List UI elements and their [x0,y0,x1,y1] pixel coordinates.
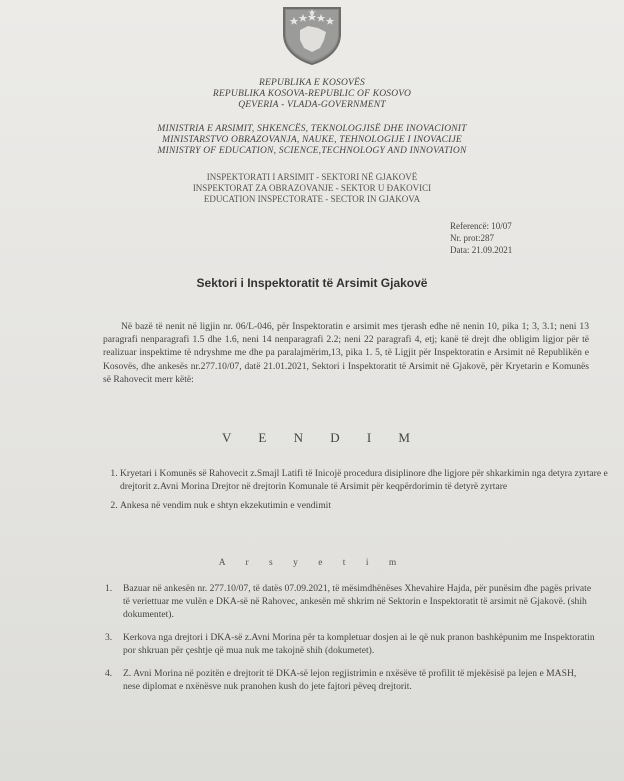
reasoning-item-text: Kerkova nga drejtori i DKA-së z.Avni Morina për ta kompletuar dosjen ai le që nuk pranon bashkëpunim me Inspektoratin por shkruan për çeshtje që mua nuk me takojnë shih (dokumetet). [123,632,595,656]
reasoning-item-text: Z. Avni Morina në pozitën e drejtorit të DKA-së lejon regjistrimin e nxësëve të profilit të mjekësisë pa lejen e MASH, nese diplomat e nxënësve nuk pranohen kush do jete fajtori pëveq drejtorit. [123,668,577,692]
decision-item: 1. Kryetari i Komunës së Rahovecit z.Smajl Latifi të Inicojë procedura disiplinore dhe ligjore për shkarkimin nga detyra zyrtare e drejtorit z.Avni Morina Drejtor në drejtorin Komunale të Arsimit për keqpërdorimin të detyrë zyrtare [120,467,618,493]
decision-item: 2. Ankesa në vendim nuk e shtyn ekzekutimin e vendimit [120,499,618,512]
reasoning-heading: A r s y e t i m [218,558,406,568]
reasoning-item [105,667,595,693]
reasoning-item-number: 1. [105,583,113,594]
reference-block [450,220,512,256]
reasoning-item [105,582,595,621]
reasoning-item-number: 4. [105,668,113,679]
kosovo-emblem-icon [280,4,344,66]
reasoning-list [105,582,595,693]
reasoning-item-number: 3. [105,632,113,643]
inspectorate-line: INSPEKTORAT ZA OBRAZOVANJE - SEKTOR U ĐAKOVICI [192,183,432,193]
document-date: Data: 21.09.2021 [450,245,513,255]
republic-line: REPUBLIKA KOSOVA-REPUBLIC OF KOSOVO [212,89,412,99]
ministry-line: MINISTRY OF EDUCATION, SCIENCE,TECHNOLOGY AND INNOVATION [157,146,467,156]
inspectorate-line: INSPEKTORATI I ARSIMIT - SEKTORI NË GJAKOVË [206,172,418,182]
ministry-header [0,124,624,157]
reasoning-item-text: Bazuar në ankesën nr. 277.10/07, të datës 07.09.2021, të mësimdhënëses Xhevahire Hajda, për punësim dhe pagës private të veriettuar me vulën e DKA-së në Rahovec, ankesën më shkrim në Sektorin e Inspektoratit të arsimit në Gjakovë. (shih dokumentet). [123,583,592,620]
protocol-number: Nr. prot:287 [450,233,494,243]
ministry-line: MINISTARSTVO OBRAZOVANJA, NAUKE, TEHNOLOGIJE I INOVACIJE [162,135,462,145]
inspectorate-header [0,172,624,205]
republic-line: REPUBLIKA E KOSOVËS [258,78,365,88]
inspectorate-line: EDUCATION INSPECTORATE - SECTOR IN GJAKOVA [203,194,421,204]
document-title: Sektori i Inspektoratit të Arsimit Gjakovë [196,276,428,290]
republic-line: QEVERIA - VLADA-GOVERNMENT [238,100,386,110]
reasoning-item [105,631,595,657]
decision-list [98,467,618,518]
republic-header [0,78,624,111]
reference-number: Referencë: 10/07 [450,221,512,231]
decision-heading: V E N D I M [221,430,422,445]
ministry-line: MINISTRIA E ARSIMIT, SHKENCËS, TEKNOLOGJISË DHE INOVACIONIT [157,124,467,134]
intro-paragraph: Në bazë të nenit në ligjin nr. 06/L-046, për Inspektoratin e arsimit mes tjerash edhe në nenin 10, pika 1; 3, 3.1; neni 13 paragrafi nenparagrafi 1.5 dhe 1.6, neni 14 nenparagrafi 2.2; neni 22 paragrafi 4, etj; kanë të drejt dhe obligim ligjor për të realizuar inspektime të ndryshme me dhe pa paralajmërim,13, pika 1. 5, të Ligjit për Inspektoratin e Arsimit në Republikën e Kosovës, dhe ankesës nr.277.10/07, datë 21.01.2021, Sektori i Inspektoratit të Arsimit në Gjakovë, për Kryetarin e Komunës së Rahovecit merr këtë: [103,321,589,385]
